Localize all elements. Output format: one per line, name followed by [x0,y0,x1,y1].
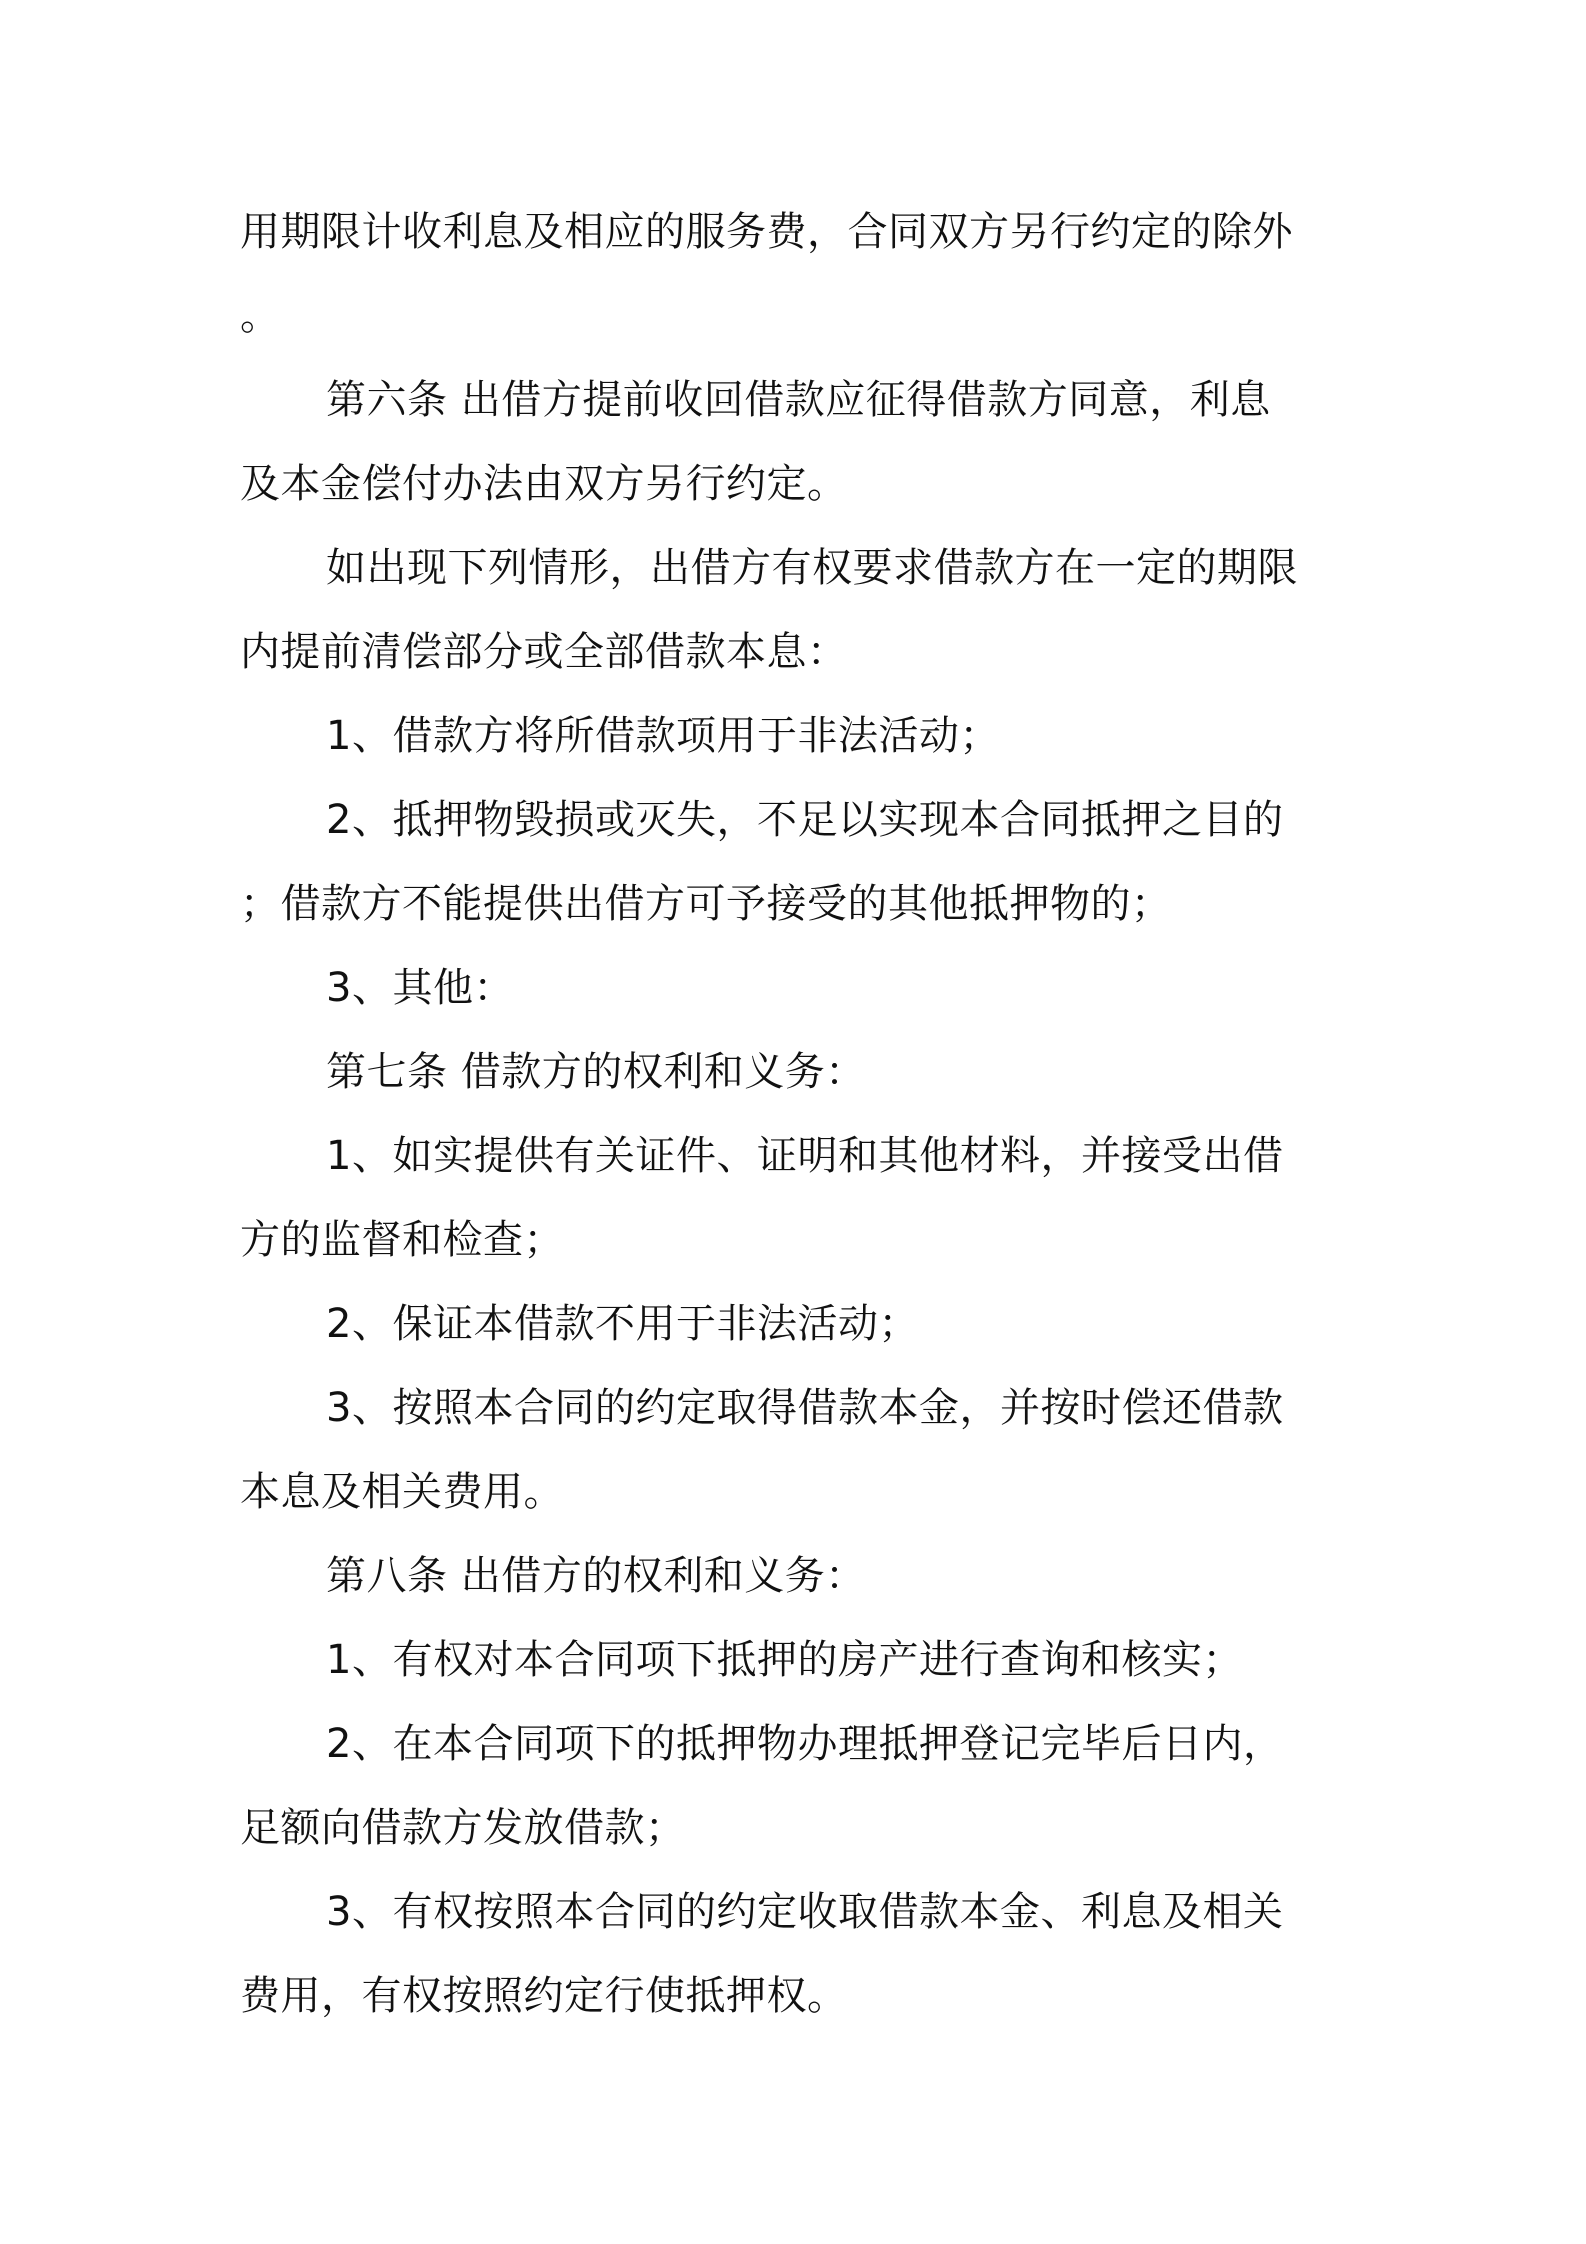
text-line: 内提前清偿部分或全部借款本息： [240,629,848,675]
list-item: 1、有权对本合同项下抵押的房产进行查询和核实； [326,1637,1243,1683]
text-line: 及本金偿付办法由双方另行约定。 [240,461,848,507]
text-line: 如出现下列情形，出借方有权要求借款方在一定的期限 [326,545,1298,591]
list-item: 2、抵押物毁损或灭失，不足以实现本合同抵押之目的 [326,797,1284,843]
text-line: ；借款方不能提供出借方可予接受的其他抵押物的； [240,881,1172,927]
list-item: 3、有权按照本合同的约定收取借款本金、利息及相关 [326,1889,1284,1935]
text-line: 费用，有权按照约定行使抵押权。 [240,1973,848,2019]
text-line: 方的监督和检查； [240,1217,564,1263]
list-item: 3、按照本合同的约定取得借款本金，并按时偿还借款 [326,1385,1284,1431]
text-line: 。 [240,293,281,339]
text-line: 足额向借款方发放借款； [240,1805,686,1851]
list-item: 3、其他： [326,965,514,1011]
article-7-heading: 第七条 借款方的权利和义务： [326,1049,866,1095]
article-8-heading: 第八条 出借方的权利和义务： [326,1553,866,1599]
article-6-heading-line: 第六条 出借方提前收回借款应征得借款方同意，利息 [326,377,1271,423]
list-item: 2、在本合同项下的抵押物办理抵押登记完毕后日内， [326,1721,1284,1767]
list-item: 1、如实提供有关证件、证明和其他材料，并接受出借 [326,1133,1284,1179]
list-item: 1、借款方将所借款项用于非法活动； [326,713,1000,759]
contract-body [240,190,1356,2038]
text-line: 用期限计收利息及相应的服务费，合同双方另行约定的除外 [240,209,1293,255]
list-item: 2、保证本借款不用于非法活动； [326,1301,919,1347]
text-line: 本息及相关费用。 [240,1469,564,1515]
